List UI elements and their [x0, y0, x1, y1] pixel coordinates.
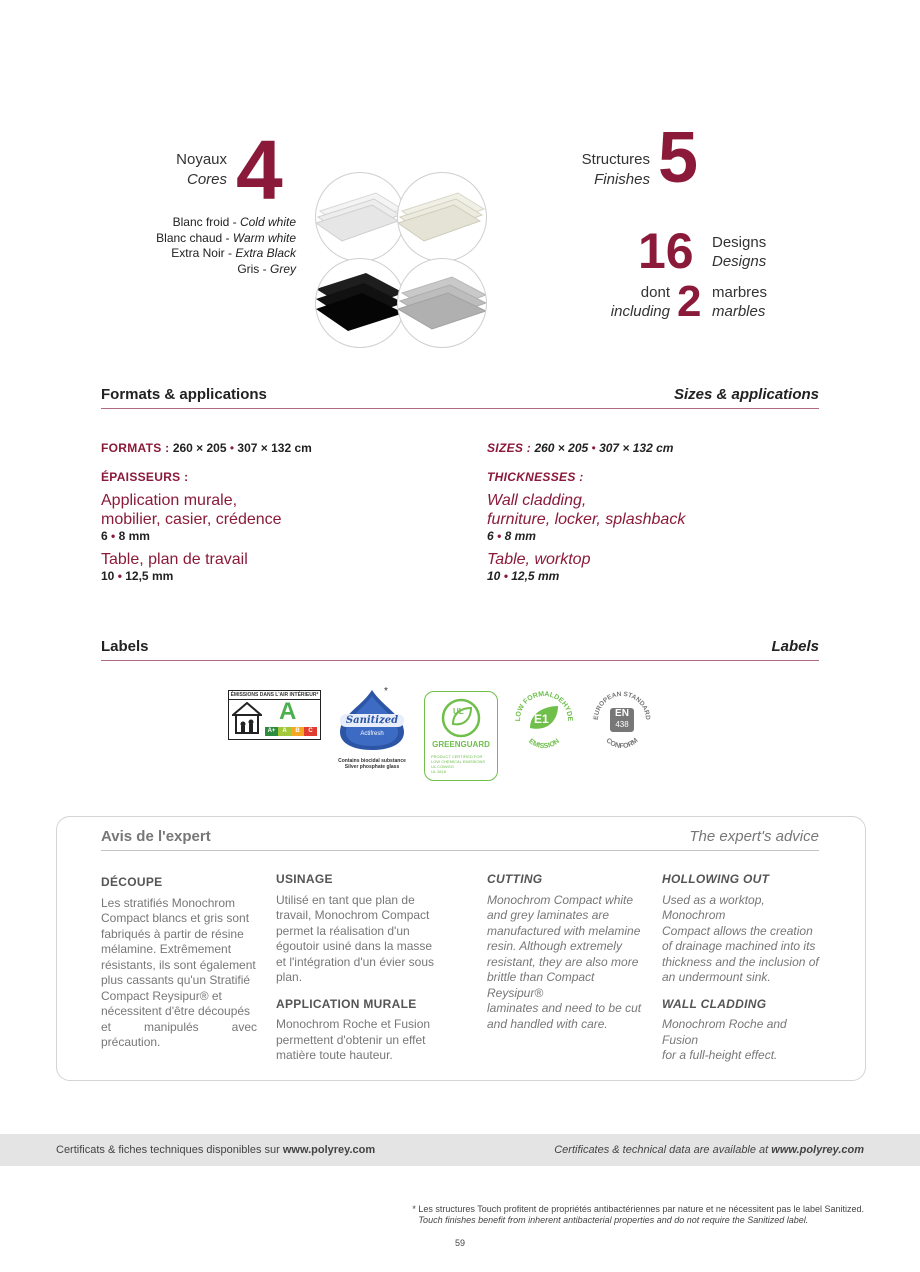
finishes-label-en: Finishes — [594, 171, 650, 188]
footnote-en: Touch finishes benefit from inherent antibacterial properties and do not require the Sanitized label. — [418, 1215, 809, 1225]
designs-number: 16 — [638, 223, 694, 279]
emission-grade: A — [279, 698, 297, 725]
expert-col-cutting: CUTTING Monochrom Compact white and grey laminates are manufactured with melamine resin. Although extremely resistant, they are also more brittle than Compact Reysipur® laminates and need to be cut and handled with care. — [487, 872, 645, 1032]
including-label: including — [610, 303, 670, 320]
core-item: Blanc chaud - Warm white — [156, 230, 296, 245]
greenguard-ul: UL — [453, 707, 464, 716]
core-item: Extra Noir - Extra Black — [171, 246, 296, 260]
labels-divider — [101, 660, 819, 661]
svg-text:CONFORM — [604, 737, 639, 750]
formats-fr-sizes: FORMATS : 260 × 205 • 307 × 132 cm — [101, 441, 312, 455]
marbles-label-en: marbles — [712, 303, 766, 320]
e1-grade: E1 — [534, 712, 549, 726]
cores-number: 4 — [236, 123, 283, 217]
emission-label-badge — [228, 690, 321, 740]
e1-badge — [512, 688, 576, 752]
formats-fr-thick-label: ÉPAISSEURS : — [101, 470, 189, 484]
finishes-label-fr: Structures — [581, 151, 650, 168]
greenguard-note: PRODUCT CERTIFIED FOR LOW CHEMICAL EMISSIONS UL.COM/GG UL 2818 — [431, 754, 486, 774]
designs-label-fr: Designs — [712, 234, 767, 251]
expert-title-fr: Avis de l'expert — [101, 828, 211, 845]
dont-label: dont — [640, 284, 670, 301]
formats-title-en: Sizes & applications — [673, 386, 819, 403]
sanitized-badge — [334, 688, 410, 778]
marbles-label-fr: marbres — [712, 284, 768, 301]
cores-label-en: Cores — [186, 171, 227, 188]
formats-en-app2: Table, worktop — [487, 551, 591, 568]
en-top-text: EUROPEAN STANDARD — [592, 690, 652, 721]
sample-warm-white — [397, 172, 487, 262]
formats-divider — [101, 408, 819, 409]
footnote — [412, 1204, 864, 1226]
ul-leaf-icon — [441, 698, 481, 738]
formats-fr-app1-thickness: 6 • 8 mm — [101, 529, 150, 543]
house-icon — [232, 702, 262, 734]
footer-en-link[interactable]: www.polyrey.com — [771, 1144, 864, 1156]
svg-text:EMISSION — [527, 738, 561, 750]
en438-badge — [590, 688, 654, 752]
footnote-fr: * Les structures Touch profitent de propriétés antibactériennes par nature et ne nécessitent pas le label Sanitized. — [412, 1204, 864, 1214]
expert-divider — [101, 850, 819, 851]
en-bottom-text: CONFORM — [604, 737, 640, 751]
expert-col-usinage: USINAGE Utilisé en tant que plan de travail, Monochrom Compact permet la réalisation d'un égoutoir usiné dans la masse et l'intégration d'un évier sous plan. APPLICATION MURALE Monochrom Roche et Fusion permettent d'obtenir un effet matière toute hauteur. — [276, 872, 435, 1062]
sanitized-asterisk: * — [384, 686, 388, 697]
decoupe-title: DÉCOUPE — [101, 875, 163, 889]
wall-title: WALL CLADDING — [662, 996, 767, 1011]
formats-en-app1-thickness: 6 • 8 mm — [487, 529, 536, 543]
footer-bar — [0, 1134, 920, 1166]
finishes-number: 5 — [658, 118, 699, 198]
sanitized-sub: Actifresh — [360, 731, 384, 737]
formats-fr-app2: Table, plan de travail — [101, 551, 248, 568]
formats-fr-app1: Application murale, mobilier, casier, crédence — [101, 492, 282, 528]
emission-header: ÉMISSIONS DANS L'AIR INTÉRIEUR* — [230, 692, 319, 698]
murale-title: APPLICATION MURALE — [276, 996, 417, 1011]
designs-label-en: Designs — [712, 253, 767, 270]
greenguard-badge — [424, 691, 498, 781]
sanitized-brand: Sanitized — [340, 714, 404, 727]
scale-c: C — [304, 727, 317, 736]
sanitized-note: Contains biocidal substance Silver phosphate glass — [338, 758, 406, 770]
footer-fr: Certificats & fiches techniques disponibles sur www.polyrey.com — [56, 1144, 376, 1156]
sample-cold-white — [315, 172, 405, 262]
expert-col-hollowing: HOLLOWING OUT Used as a worktop, Monochrom Compact allows the creation of drainage machined into its thickness and the inclusion of an undermount sink. WALL CLADDING Monochrom Roche and Fusion for a full-height effect. — [662, 872, 822, 1064]
en-code: EN — [615, 708, 629, 719]
hollowing-title: HOLLOWING OUT — [662, 872, 770, 886]
formats-en-app1: Wall cladding, furniture, locker, splashback — [487, 492, 686, 528]
e1-bottom-text: EMISSION — [527, 737, 561, 751]
expert-col-decoupe: DÉCOUPE Les stratifiés Monochrom Compact blancs et gris sont fabriqués à partir de résine mélamine. Extrêmement résistants, ils sont également plus cassants qu'un Stratifié Compact Reysipur® et nécessitent d'être découpés et manipulés avec précaution. — [101, 875, 257, 1049]
labels-title-en: Labels — [771, 638, 819, 655]
page-number: 59 — [454, 1238, 465, 1248]
marbles-number: 2 — [677, 277, 702, 326]
cores-list — [120, 215, 296, 277]
usinage-title: USINAGE — [276, 872, 333, 886]
emission-scale — [265, 727, 317, 736]
formats-en-thick-label: THICKNESSES : — [487, 470, 584, 484]
cores-label-fr: Noyaux — [176, 151, 227, 168]
cutting-title: CUTTING — [487, 872, 543, 886]
formats-fr-app2-thickness: 10 • 12,5 mm — [101, 569, 174, 583]
core-item: Blanc froid - Cold white — [172, 215, 296, 229]
footer-en: Certificates & technical data are available at www.polyrey.com — [554, 1144, 864, 1156]
formats-en-app2-thickness: 10 • 12,5 mm — [487, 569, 560, 583]
scale-b: B — [291, 727, 304, 736]
sample-extra-black — [315, 258, 405, 348]
en-number: 438 — [615, 720, 629, 729]
scale-a: A — [278, 727, 291, 736]
core-item: Gris - Grey — [237, 261, 296, 276]
footer-fr-link[interactable]: www.polyrey.com — [282, 1144, 376, 1156]
e1-top-text: LOW FORMALDEHYDE — [514, 690, 574, 722]
scale-a-plus: A+ — [265, 727, 278, 736]
greenguard-name: GREENGUARD — [432, 740, 490, 749]
expert-title-en: The expert's advice — [689, 828, 819, 845]
sample-grey — [397, 258, 487, 348]
formats-title-fr: Formats & applications — [101, 386, 267, 403]
labels-title-fr: Labels — [101, 638, 149, 655]
formats-en-sizes: SIZES : 260 × 205 • 307 × 132 cm — [487, 441, 674, 455]
